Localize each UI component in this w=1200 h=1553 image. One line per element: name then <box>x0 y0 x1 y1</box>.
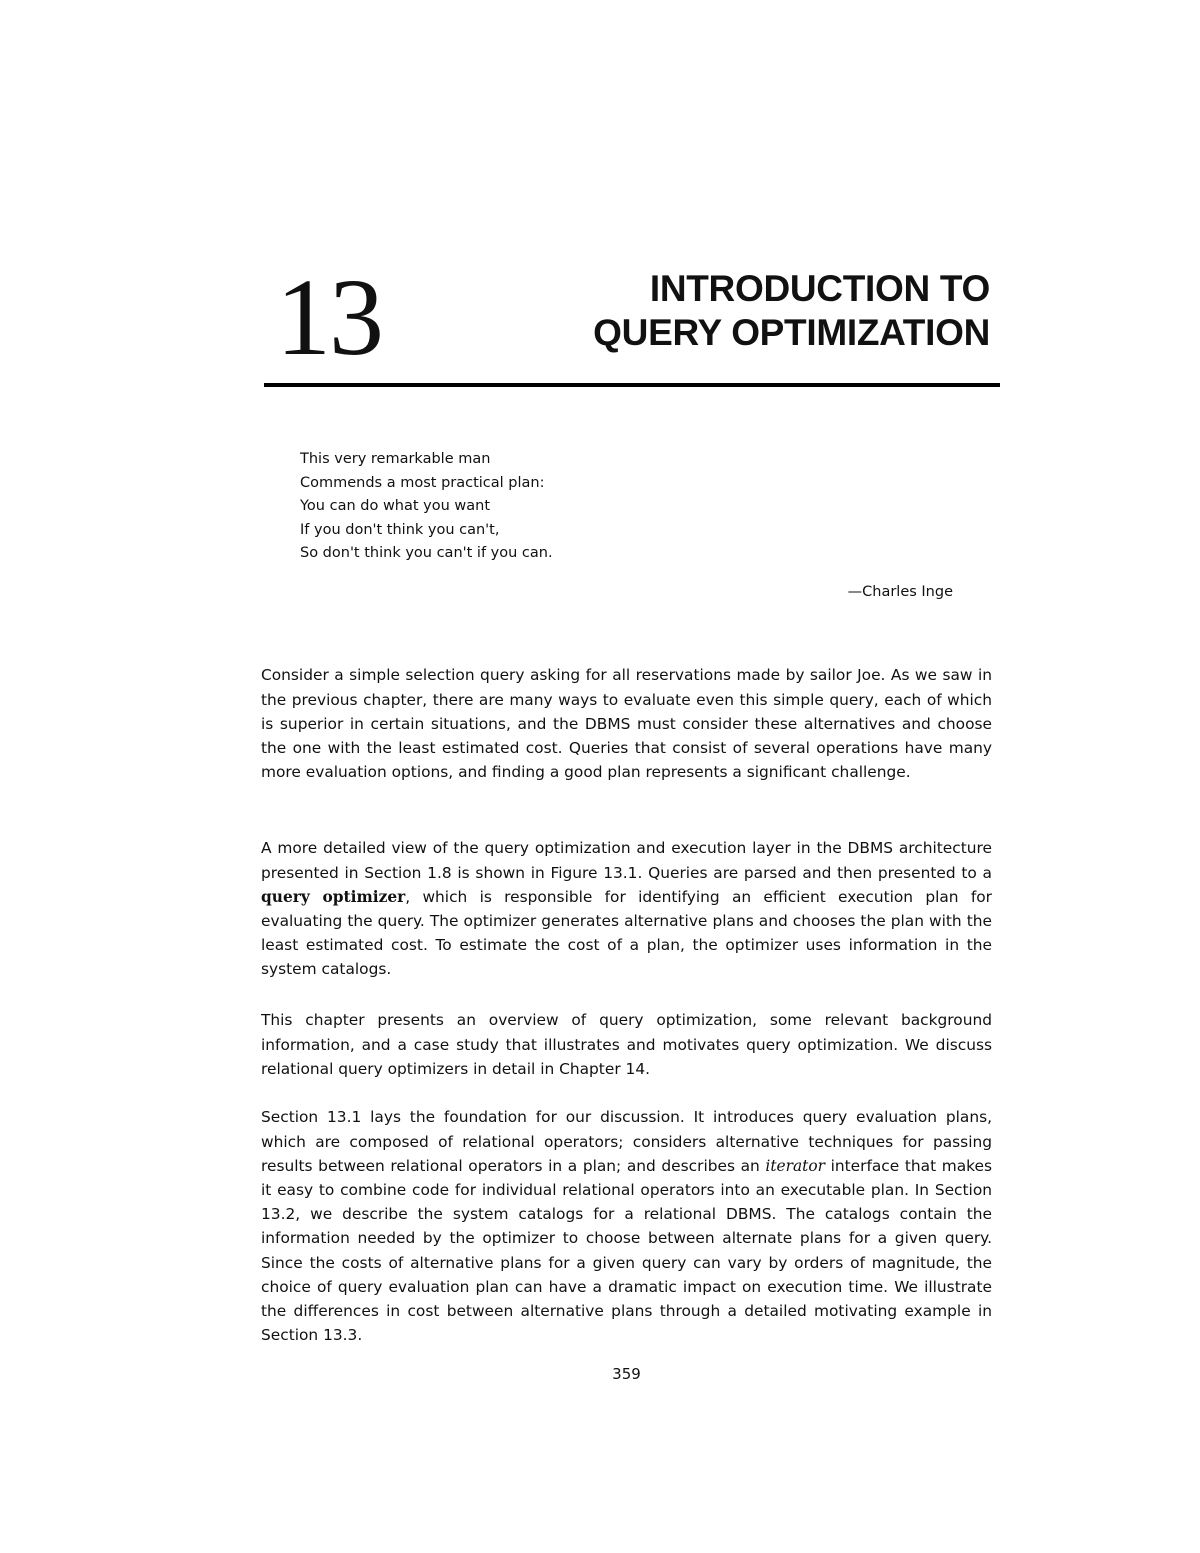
chapter-heading-rule <box>264 383 1000 387</box>
epigraph-line: Commends a most practical plan: <box>300 474 545 491</box>
paragraph-text: A more detailed view of the query optimization and execution layer in the DBMS architecture presented in Section 1.8 is shown in Figure 13.1. Queries are parsed and then presented to a <box>261 839 992 882</box>
chapter-title <box>593 267 990 355</box>
paragraph-text: , which is responsible for identifying an efficient execution plan for evaluating the query. The optimizer generates alternative plans and chooses the plan with the least estimated cost. To estimate the cost of a plan, the optimizer uses information in the system catalogs. <box>261 887 992 979</box>
chapter-number: 13 <box>276 256 382 378</box>
epigraph <box>300 448 553 566</box>
body-paragraph-1: Consider a simple selection query asking for all reservations made by sailor Joe. As we saw in the previous chapter, there are many ways to evaluate even this simple query, each of which is superior in certain situations, and the DBMS must consider these alternatives and choose the one with the least estimated cost. Queries that consist of several operations have many more evaluation options, and finding a good plan represents a significant challenge. <box>261 666 992 782</box>
body-paragraph-3: This chapter presents an overview of query optimization, some relevant background information, and a case study that illustrates and motivates query optimization. We discuss relational query optimizers in detail in Chapter 14. <box>261 1011 992 1078</box>
defined-term: query optimizer <box>261 887 406 906</box>
epigraph-line: If you don't think you can't, <box>300 521 500 538</box>
page-number: 359 <box>612 1365 641 1383</box>
body-paragraph-4 <box>261 1105 992 1347</box>
paragraph-text: interface that makes it easy to combine code for individual relational operators into an executable plan. In Section 13.2, we describe the system catalogs for a relational DBMS. The catalogs contain the information needed by the optimizer to choose between alternate plans for a given query. Since the costs of alternative plans for a given query can vary by orders of magnitude, the choice of query evaluation plan can have a dramatic impact on execution time. We illustrate the differences in cost between alternative plans through a detailed motivating example in Section 13.3. <box>261 1156 992 1345</box>
body-paragraph-2 <box>261 836 992 981</box>
epigraph-attribution: —Charles Inge <box>847 584 953 600</box>
chapter-title-line-1: INTRODUCTION TO <box>649 268 990 309</box>
paragraph-text: Section 13.1 lays the foundation for our discussion. It introduces query evaluation plans, which are composed of relational operators; considers alternative techniques for passing results between relational operators in a plan; and describes an <box>261 1108 992 1175</box>
chapter-title-line-2: QUERY OPTIMIZATION <box>593 312 990 353</box>
epigraph-line: So don't think you can't if you can. <box>300 545 553 561</box>
emphasized-term: iterator <box>765 1156 825 1175</box>
epigraph-line: You can do what you want <box>300 498 491 514</box>
epigraph-line: This very remarkable man <box>300 451 491 467</box>
